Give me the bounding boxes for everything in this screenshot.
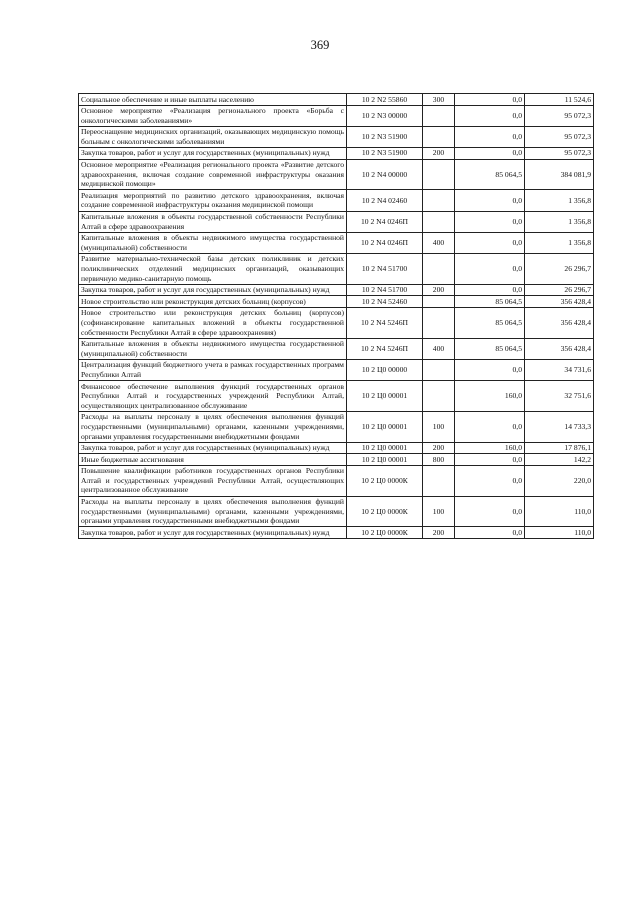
cell-name: Закупка товаров, работ и услуг для государственных (муниципальных) нужд — [79, 147, 347, 159]
cell-amount-2: 34 731,6 — [525, 359, 594, 380]
table-row — [79, 296, 594, 308]
cell-target-code: 10 2 Ц0 00001 — [347, 454, 423, 466]
table-row — [79, 105, 594, 126]
cell-amount-2: 11 524,6 — [525, 94, 594, 106]
cell-amount-1: 0,0 — [455, 105, 525, 126]
cell-target-code: 10 2 Ц0 0000К — [347, 527, 423, 539]
cell-expense-type — [423, 381, 455, 412]
cell-amount-1: 85 064,5 — [455, 159, 525, 190]
cell-name: Капитальные вложения в объекты государственной собственности Республики Алтай в сфере здравоохранения — [79, 211, 347, 232]
cell-target-code: 10 2 Ц0 00001 — [347, 411, 423, 442]
cell-amount-1: 160,0 — [455, 381, 525, 412]
cell-expense-type: 100 — [423, 411, 455, 442]
table-row — [79, 126, 594, 147]
cell-target-code: 10 2 N4 0246П — [347, 232, 423, 253]
cell-amount-2: 14 733,3 — [525, 411, 594, 442]
cell-amount-1: 85 064,5 — [455, 296, 525, 308]
cell-amount-2: 32 751,6 — [525, 381, 594, 412]
cell-target-code: 10 2 N2 55860 — [347, 94, 423, 106]
cell-name: Основное мероприятие «Реализация регионального проекта «Борьба с онкологическими заболеваниями» — [79, 105, 347, 126]
cell-expense-type: 200 — [423, 284, 455, 296]
table-row — [79, 307, 594, 338]
cell-amount-2: 384 081,9 — [525, 159, 594, 190]
cell-name: Расходы на выплаты персоналу в целях обеспечения выполнения функций государственными (муниципальными) органами, казенными учреждениями, органами управления государственными внебюджетными фондами — [79, 496, 347, 527]
cell-amount-1: 0,0 — [455, 232, 525, 253]
table-row — [79, 147, 594, 159]
cell-amount-1: 0,0 — [455, 411, 525, 442]
cell-expense-type — [423, 253, 455, 284]
cell-amount-1: 0,0 — [455, 211, 525, 232]
cell-name: Повышение квалификации работников государственных органов Республики Алтай и государственных учреждений Республики Алтай, осуществляющих централизованное обслуживание — [79, 465, 347, 496]
cell-amount-2: 26 296,7 — [525, 253, 594, 284]
table-row — [79, 496, 594, 527]
cell-name: Закупка товаров, работ и услуг для государственных (муниципальных) нужд — [79, 284, 347, 296]
cell-expense-type — [423, 296, 455, 308]
cell-amount-2: 220,0 — [525, 465, 594, 496]
cell-name: Финансовое обеспечение выполнения функций государственных органов Республики Алтай и государственных учреждений Республики Алтай, осуществляющих централизованное обслуживание — [79, 381, 347, 412]
table-row — [79, 527, 594, 539]
table-row — [79, 338, 594, 359]
cell-amount-1: 0,0 — [455, 253, 525, 284]
cell-amount-1: 0,0 — [455, 465, 525, 496]
cell-amount-1: 160,0 — [455, 442, 525, 454]
cell-target-code: 10 2 N4 51700 — [347, 253, 423, 284]
cell-amount-1: 0,0 — [455, 126, 525, 147]
cell-expense-type: 200 — [423, 527, 455, 539]
cell-name: Основное мероприятие «Реализация регионального проекта «Развитие детского здравоохранения, включая создание современной инфраструктуры оказания медицинской помощи» — [79, 159, 347, 190]
cell-target-code: 10 2 N4 02460 — [347, 190, 423, 211]
cell-target-code: 10 2 Ц0 00000 — [347, 359, 423, 380]
cell-amount-2: 142,2 — [525, 454, 594, 466]
cell-amount-2: 1 356,8 — [525, 190, 594, 211]
cell-expense-type: 300 — [423, 94, 455, 106]
cell-amount-2: 17 876,1 — [525, 442, 594, 454]
cell-amount-2: 95 072,3 — [525, 126, 594, 147]
table-row — [79, 232, 594, 253]
table-row — [79, 190, 594, 211]
cell-name: Расходы на выплаты персоналу в целях обеспечения выполнения функций государственными (муниципальными) органами, казенными учреждениями, органами управления государственными внебюджетными фондами — [79, 411, 347, 442]
cell-expense-type — [423, 126, 455, 147]
cell-amount-1: 0,0 — [455, 284, 525, 296]
cell-name: Социальное обеспечение и иные выплаты населению — [79, 94, 347, 106]
cell-expense-type: 400 — [423, 338, 455, 359]
cell-target-code: 10 2 N4 5246П — [347, 307, 423, 338]
cell-name: Реализация мероприятий по развитию детского здравоохранения, включая создание современной инфраструктуры оказания медицинской помощи — [79, 190, 347, 211]
cell-amount-1: 85 064,5 — [455, 338, 525, 359]
cell-amount-1: 0,0 — [455, 359, 525, 380]
cell-amount-2: 356 428,4 — [525, 338, 594, 359]
cell-expense-type: 200 — [423, 147, 455, 159]
cell-name: Закупка товаров, работ и услуг для государственных (муниципальных) нужд — [79, 442, 347, 454]
cell-amount-2: 110,0 — [525, 527, 594, 539]
cell-target-code: 10 2 N4 0246П — [347, 211, 423, 232]
cell-expense-type — [423, 465, 455, 496]
cell-amount-1: 0,0 — [455, 496, 525, 527]
cell-name: Капитальные вложения в объекты недвижимого имущества государственной (муниципальной) собственности — [79, 338, 347, 359]
cell-name: Новое строительство или реконструкция детских больниц (корпусов) — [79, 296, 347, 308]
table-row — [79, 284, 594, 296]
cell-amount-2: 1 356,8 — [525, 211, 594, 232]
cell-expense-type — [423, 211, 455, 232]
cell-amount-2: 95 072,3 — [525, 147, 594, 159]
cell-amount-2: 110,0 — [525, 496, 594, 527]
cell-expense-type — [423, 359, 455, 380]
table-body — [79, 94, 594, 539]
table-row — [79, 94, 594, 106]
cell-amount-1: 0,0 — [455, 190, 525, 211]
cell-target-code: 10 2 N3 51900 — [347, 126, 423, 147]
cell-amount-2: 1 356,8 — [525, 232, 594, 253]
cell-target-code: 10 2 Ц0 0000К — [347, 496, 423, 527]
table-row — [79, 465, 594, 496]
cell-target-code: 10 2 N4 5246П — [347, 338, 423, 359]
cell-target-code: 10 2 Ц0 00001 — [347, 381, 423, 412]
cell-expense-type — [423, 159, 455, 190]
cell-amount-2: 26 296,7 — [525, 284, 594, 296]
table-row — [79, 211, 594, 232]
table-row — [79, 253, 594, 284]
cell-name: Иные бюджетные ассигнования — [79, 454, 347, 466]
cell-name: Новое строительство или реконструкция детских больниц (корпусов) (софинансирование капитальных вложений в объекты государственной собственности Республики Алтай в сфере здравоохранения) — [79, 307, 347, 338]
cell-target-code: 10 2 N3 00000 — [347, 105, 423, 126]
cell-target-code: 10 2 N4 51700 — [347, 284, 423, 296]
cell-expense-type: 400 — [423, 232, 455, 253]
cell-expense-type: 800 — [423, 454, 455, 466]
cell-name: Переоснащение медицинских организаций, оказывающих медицинскую помощь больным с онкологическими заболеваниями — [79, 126, 347, 147]
cell-expense-type: 200 — [423, 442, 455, 454]
cell-expense-type: 100 — [423, 496, 455, 527]
table-row — [79, 381, 594, 412]
page-number: 369 — [310, 38, 330, 52]
budget-table — [78, 93, 594, 539]
cell-amount-1: 0,0 — [455, 454, 525, 466]
cell-amount-2: 356 428,4 — [525, 307, 594, 338]
cell-name: Развитие материально-технической базы детских поликлиник и детских поликлинических отделений медицинских организаций, оказывающих первичную медико-санитарную помощь — [79, 253, 347, 284]
cell-amount-1: 85 064,5 — [455, 307, 525, 338]
cell-name: Централизация функций бюджетного учета в рамках государственных программ Республики Алтай — [79, 359, 347, 380]
table-row — [79, 411, 594, 442]
cell-expense-type — [423, 307, 455, 338]
cell-amount-1: 0,0 — [455, 94, 525, 106]
cell-target-code: 10 2 N3 51900 — [347, 147, 423, 159]
cell-target-code: 10 2 Ц0 00001 — [347, 442, 423, 454]
cell-target-code: 10 2 N4 52460 — [347, 296, 423, 308]
cell-amount-1: 0,0 — [455, 527, 525, 539]
cell-name: Закупка товаров, работ и услуг для государственных (муниципальных) нужд — [79, 527, 347, 539]
cell-expense-type — [423, 190, 455, 211]
table-row — [79, 442, 594, 454]
cell-amount-2: 95 072,3 — [525, 105, 594, 126]
table-row — [79, 159, 594, 190]
cell-expense-type — [423, 105, 455, 126]
cell-target-code: 10 2 Ц0 0000К — [347, 465, 423, 496]
cell-name: Капитальные вложения в объекты недвижимого имущества государственной (муниципальной) собственности — [79, 232, 347, 253]
cell-amount-2: 356 428,4 — [525, 296, 594, 308]
cell-amount-1: 0,0 — [455, 147, 525, 159]
table-row — [79, 454, 594, 466]
cell-target-code: 10 2 N4 00000 — [347, 159, 423, 190]
table-row — [79, 359, 594, 380]
